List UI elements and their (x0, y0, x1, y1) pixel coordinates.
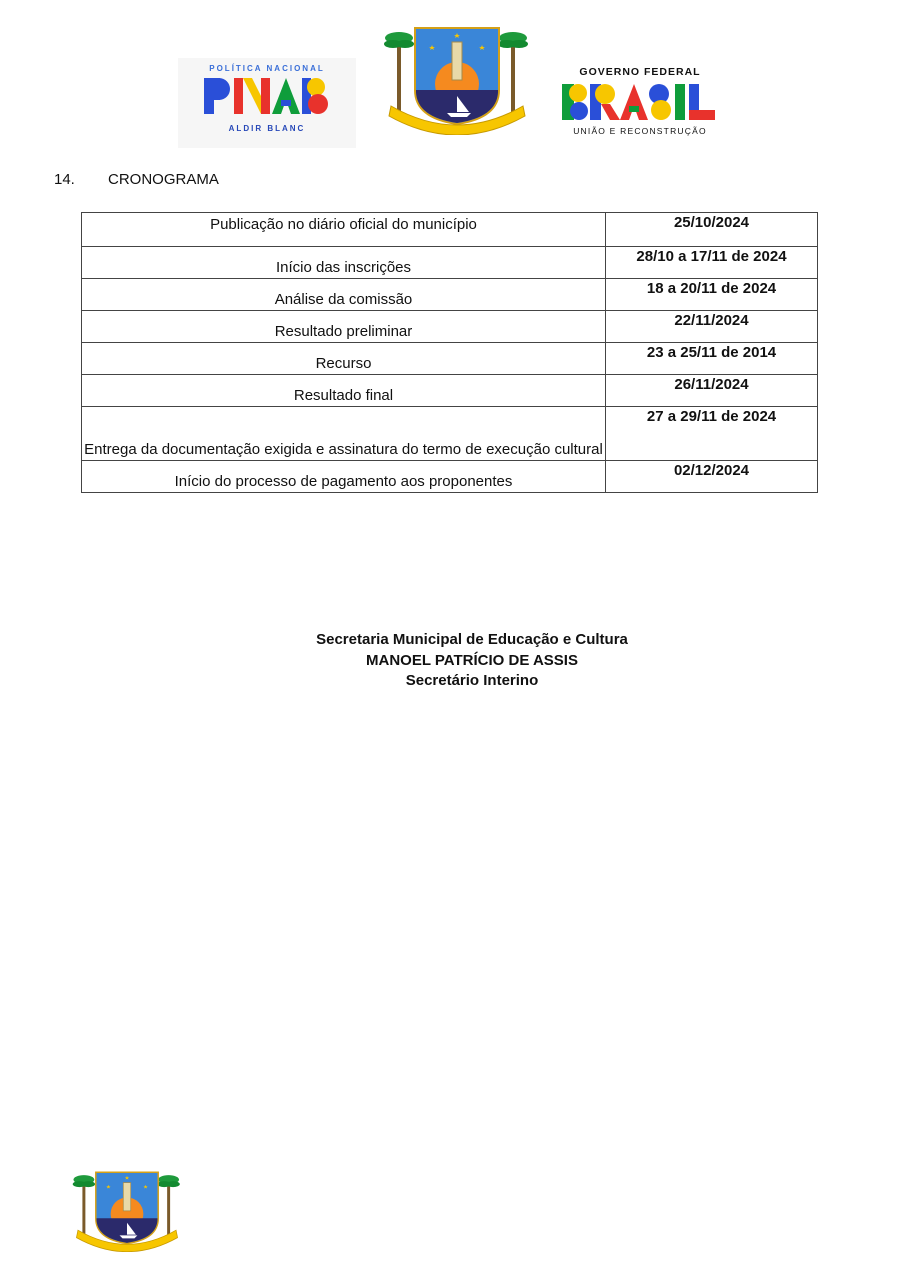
pnab-wordmark-graphic (178, 58, 356, 148)
event-cell: Publicação no diário oficial do município (82, 213, 606, 247)
signature-name: MANOEL PATRÍCIO DE ASSIS (366, 651, 578, 669)
date-cell: 23 a 25/11 de 2014 (606, 343, 818, 375)
event-cell: Resultado final (82, 375, 606, 407)
date-cell: 26/11/2024 (606, 375, 818, 407)
event-cell: Recurso (82, 343, 606, 375)
event-cell: Início do processo de pagamento aos proponentes (82, 461, 606, 493)
pnab-top-text: POLÍTICA NACIONAL (209, 64, 325, 73)
event-cell: Entrega da documentação exigida e assinatura do termo de execução cultural (82, 407, 606, 461)
date-cell: 27 a 29/11 de 2024 (606, 407, 818, 461)
crest-emblem-icon (383, 20, 531, 135)
pnab-logo (178, 58, 356, 148)
sao-miguel-crest-logo (383, 20, 531, 135)
footer-crest-logo (72, 1166, 182, 1252)
signature-org: Secretaria Municipal de Educação e Cultura (316, 631, 628, 648)
section-heading (54, 171, 219, 188)
brasil-bottom-text: UNIÃO E RECONSTRUÇÃO (573, 126, 707, 136)
section-number: 14. (54, 171, 75, 188)
table-row (82, 213, 818, 247)
crest-emblem-icon (72, 1166, 182, 1252)
table-row (82, 343, 818, 375)
date-cell: 28/10 a 17/11 de 2024 (606, 247, 818, 279)
table-row (82, 375, 818, 407)
event-cell: Resultado preliminar (82, 311, 606, 343)
signature-block (0, 630, 900, 692)
date-cell: 25/10/2024 (606, 213, 818, 247)
section-title: CRONOGRAMA (108, 171, 219, 188)
event-cell: Análise da comissão (82, 279, 606, 311)
pnab-bottom-text: ALDIR BLANC (228, 124, 306, 133)
signature-role: Secretário Interino (405, 672, 539, 689)
schedule-table (81, 212, 818, 493)
table-row (82, 279, 818, 311)
date-cell: 22/11/2024 (606, 311, 818, 343)
date-cell: 18 a 20/11 de 2024 (606, 279, 818, 311)
table-row (82, 407, 818, 461)
table-row (82, 461, 818, 493)
event-cell: Início das inscrições (82, 247, 606, 279)
table-row (82, 311, 818, 343)
governo-federal-brasil-logo (560, 62, 720, 142)
brasil-top-text: GOVERNO FEDERAL (579, 66, 701, 78)
table-row (82, 247, 818, 279)
date-cell: 02/12/2024 (606, 461, 818, 493)
